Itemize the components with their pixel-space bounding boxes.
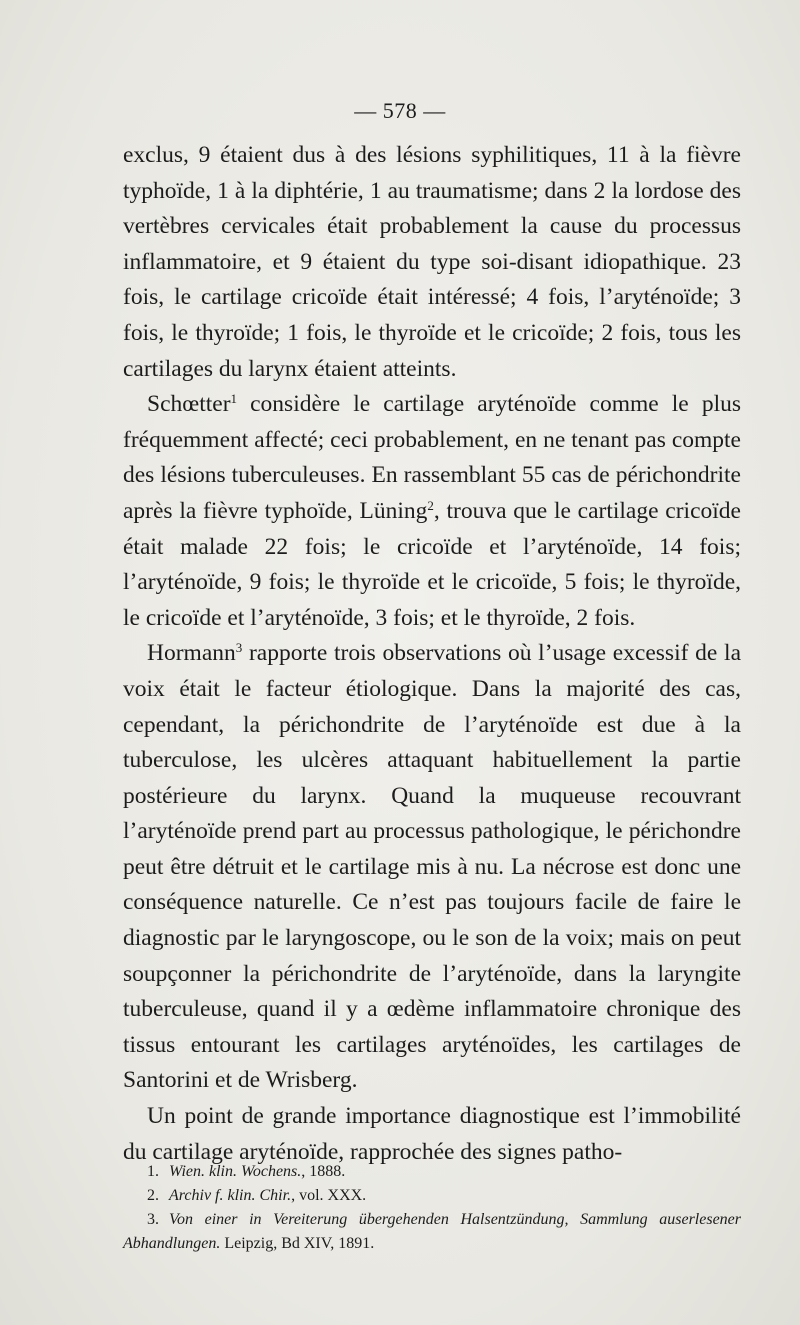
footnote-number: 3. [147,1211,159,1228]
footnotes [123,1160,741,1256]
footnote-source: Wien. klin. Wochens. [169,1163,302,1180]
paragraph-4: Un point de grande importance diagnostique est l’immobilité du cartilage aryténoïde, rapprochée des signes patho- [123,1103,741,1165]
footnote-ref-3: 3 [235,640,243,656]
footnote-source: Archiv f. klin. Chir. [169,1187,292,1204]
footnote-source: Von einer in Vereiterung übergehenden Halsentzündung, Sammlung auserlesener Abhandlungen. [123,1211,741,1252]
footnote-details: , vol. XXX. [291,1187,367,1204]
paragraph-2-part-c: , trouva que le cartilage cricoïde était malade 22 fois; le cricoïde et l’aryténoïde, 14 fois; l’aryténoïde, 9 fois; le thyroïde et le cricoïde, 5 fois; le thyroïde, le cricoïde et l’aryténoïde, 3 fois; et le thyroïde, 2 fois. [123,497,741,631]
paragraph-3-part-a: Hormann [147,640,236,667]
paragraph-2 [123,387,741,636]
footnote-2 [123,1184,741,1208]
footnote-details: , 1888. [301,1163,346,1180]
footnote-ref-2: 2 [427,497,434,513]
page-number: — 578 — [354,98,446,123]
footnote-ref-1: 1 [230,391,238,407]
paragraph-2-part-a: Schœtter [147,391,231,418]
footnote-1 [123,1160,741,1184]
footnote-number: 1. [147,1163,159,1180]
paragraph-1: exclus, 9 étaient dus à des lésions syphilitiques, 11 à la fièvre typhoïde, 1 à la diphtérie, 1 au traumatisme; dans 2 la lordose des vertèbres cervicales était probablement la cause du processus inflammatoire, et 9 étaient du type soi-disant idiopathique. 23 fois, le cartilage cricoïde était intéressé; 4 fois, l’aryténoïde; 3 fois, le thyroïde; 1 fois, le thyroïde et le cricoïde; 2 fois, tous les cartilages du larynx étaient atteints. [123,142,741,382]
main-text [123,138,741,1170]
footnote-number: 2. [147,1187,159,1204]
paragraph-3-part-b: rapporte trois observations où l’usage excessif de la voix était le facteur étiologique. Dans la majorité des cas, cependant, la périchondrite de l’aryténoïde est due à la tuberculose, les ulcères attaquant habituellement la partie postérieure du larynx. Quand la muqueuse recouvrant l’aryténoïde prend part au processus pathologique, le périchondre peut être détruit et le cartilage mis à nu. La nécrose est donc une conséquence naturelle. Ce n’est pas toujours facile de faire le diagnostic par le laryngoscope, ou le son de la voix; mais on peut soupçonner la périchondrite de l’aryténoïde, dans la laryngite tuberculeuse, quand il y a œdème inflammatoire chronique des tissus entourant les cartilages aryténoïdes, les cartilages de Santorini et de Wrisberg. [123,640,741,1094]
paragraph-3 [123,636,741,1099]
footnote-details: Leipzig, Bd XIV, 1891. [220,1235,375,1252]
footnote-3 [123,1208,741,1256]
paragraph-2-part-b: considère le cartilage aryténoïde comme le plus fréquemment affecté; ceci probablement, en ne tenant pas compte des lésions tuberculeuses. En rassemblant 55 cas de périchondrite après la fièvre typhoïde, Lüning [123,391,741,524]
